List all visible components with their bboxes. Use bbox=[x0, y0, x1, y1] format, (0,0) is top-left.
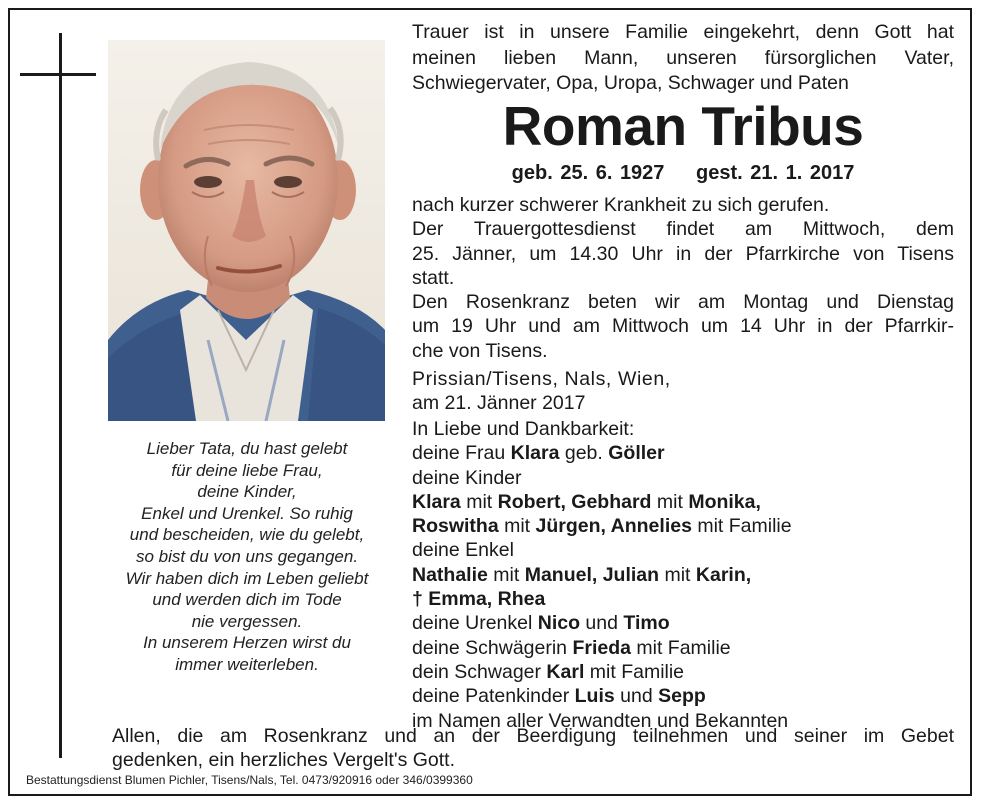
announcement-text bbox=[412, 193, 954, 416]
mourner-name: Karin, bbox=[695, 563, 752, 586]
mourner-name: Nathalie bbox=[412, 563, 488, 586]
mourner-text: deine Schwägerin bbox=[412, 636, 573, 659]
poem-line: und werden dich im Tode bbox=[152, 590, 342, 610]
date-line: am 21. Jänner 2017 bbox=[412, 392, 586, 415]
cross-vertical-bar bbox=[59, 33, 62, 758]
mourner-line bbox=[412, 611, 954, 635]
mourner-name: Karl bbox=[546, 660, 585, 683]
death-date: gest. 21. 1. 2017 bbox=[696, 162, 855, 184]
announcement-line: Den Rosenkranz beten wir am Montag und Dienstag bbox=[412, 291, 954, 314]
mourner-line bbox=[412, 587, 954, 611]
mourner-text: mit Familie bbox=[630, 636, 731, 659]
mourner-line bbox=[412, 636, 954, 660]
poem bbox=[112, 438, 382, 676]
announcement-line: statt. bbox=[412, 266, 455, 289]
mourner-text: geb. bbox=[559, 442, 609, 465]
mourner-line bbox=[412, 684, 954, 708]
poem-line: und bescheiden, wie du gelebt, bbox=[129, 525, 365, 545]
intro-text bbox=[412, 20, 954, 97]
mourner-line bbox=[412, 466, 954, 490]
deceased-name: Roman Tribus bbox=[502, 95, 864, 157]
mourner-name: † Emma, Rhea bbox=[412, 588, 546, 611]
poem-line: Lieber Tata, du hast gelebt bbox=[146, 439, 348, 458]
mourners-lines bbox=[412, 441, 954, 733]
mourner-name: Sepp bbox=[658, 685, 706, 708]
mourner-name: Robert, Gebhard bbox=[497, 490, 652, 513]
mourner-text: deine Patenkinder bbox=[412, 685, 575, 708]
funeral-service-footer: Bestattungsdienst Blumen Pichler, Tisens/Nals, Tel. 0473/920916 oder 346/0399360 bbox=[26, 773, 473, 787]
mourner-line bbox=[412, 490, 954, 514]
mourner-text: deine Enkel bbox=[412, 539, 514, 562]
announcement-line: che von Tisens. bbox=[412, 339, 548, 362]
intro-line: meinen lieben Mann, unseren fürsorglichen Vater, bbox=[412, 46, 954, 69]
mourner-name: Timo bbox=[623, 612, 670, 635]
closing-text bbox=[112, 724, 954, 773]
mourner-line bbox=[412, 538, 954, 562]
poem-line: für deine liebe Frau, bbox=[171, 460, 323, 480]
mourner-name: Jürgen, Annelies bbox=[535, 515, 692, 538]
portrait-illustration bbox=[108, 40, 385, 421]
place-line: Prissian/Tisens, Nals, Wien, bbox=[412, 368, 671, 391]
mourner-text: und bbox=[614, 685, 659, 708]
life-dates bbox=[412, 160, 954, 186]
mourner-line bbox=[412, 660, 954, 684]
portrait-photo bbox=[108, 40, 385, 421]
mourner-line bbox=[412, 563, 954, 587]
mourner-name: Luis bbox=[574, 685, 615, 708]
announcement-line: Der Trauergottesdienst findet am Mittwoch, dem bbox=[412, 218, 954, 241]
mourner-name: Göller bbox=[608, 442, 665, 465]
mourner-text: mit bbox=[487, 563, 525, 586]
birth-date: geb. 25. 6. 1927 bbox=[511, 162, 665, 184]
mourner-text: deine Urenkel bbox=[412, 612, 538, 635]
mourner-name: Nico bbox=[537, 612, 581, 635]
mourner-name: Klara bbox=[412, 490, 461, 513]
announcement-line: 25. Jänner, um 14.30 Uhr in der Pfarrkirche von Tisens bbox=[412, 242, 954, 265]
mourners-list bbox=[412, 417, 954, 733]
poem-line: Enkel und Urenkel. So ruhig bbox=[141, 503, 353, 523]
poem-line: so bist du von uns gegangen. bbox=[135, 546, 359, 566]
mourners-heading: In Liebe und Dankbarkeit: bbox=[412, 418, 635, 440]
mourner-line bbox=[412, 441, 954, 465]
mourner-text: und bbox=[580, 612, 624, 635]
cross-horizontal-bar bbox=[20, 73, 96, 76]
intro-line: Schwiegervater, Opa, Uropa, Schwager und Paten bbox=[412, 72, 849, 94]
mourner-text: mit bbox=[651, 490, 689, 513]
closing-line: Allen, die am Rosenkranz und an der Beerdigung teilnehmen und seiner im Gebet bbox=[112, 725, 954, 747]
mourner-name: Manuel, Julian bbox=[524, 563, 660, 586]
mourner-line bbox=[412, 514, 954, 538]
mourner-name: Roswitha bbox=[412, 515, 499, 538]
announcement-line: um 19 Uhr und am Mittwoch um 14 Uhr in der Pfarrkir- bbox=[412, 315, 954, 338]
mourner-text: mit Familie bbox=[691, 515, 792, 538]
mourner-text: im Namen aller Verwandten und Bekannten bbox=[412, 709, 789, 732]
mourner-name: Klara bbox=[510, 442, 560, 465]
mourner-name: Monika, bbox=[688, 490, 761, 513]
mourner-name: Frieda bbox=[572, 636, 631, 659]
poem-line: In unserem Herzen wirst du bbox=[143, 633, 351, 653]
mourner-text: mit bbox=[460, 490, 498, 513]
poem-line: nie vergessen. bbox=[191, 611, 303, 631]
announcement-line: nach kurzer schwerer Krankheit zu sich gerufen. bbox=[412, 194, 830, 216]
intro-line: Trauer ist in unsere Familie eingekehrt, denn Gott hat bbox=[412, 21, 954, 43]
mourner-text: deine Kinder bbox=[412, 466, 522, 489]
mourner-text: mit Familie bbox=[584, 660, 685, 683]
mourner-text: dein Schwager bbox=[412, 660, 547, 683]
mourner-text: mit bbox=[659, 563, 696, 586]
mourner-text: deine Frau bbox=[412, 442, 511, 465]
poem-line: deine Kinder, bbox=[197, 482, 297, 502]
mourner-text: mit bbox=[498, 515, 536, 538]
closing-line: gedenken, ein herzliches Vergelt's Gott. bbox=[112, 749, 456, 772]
poem-line: immer weiterleben. bbox=[175, 654, 319, 674]
poem-line: Wir haben dich im Leben geliebt bbox=[125, 568, 369, 588]
